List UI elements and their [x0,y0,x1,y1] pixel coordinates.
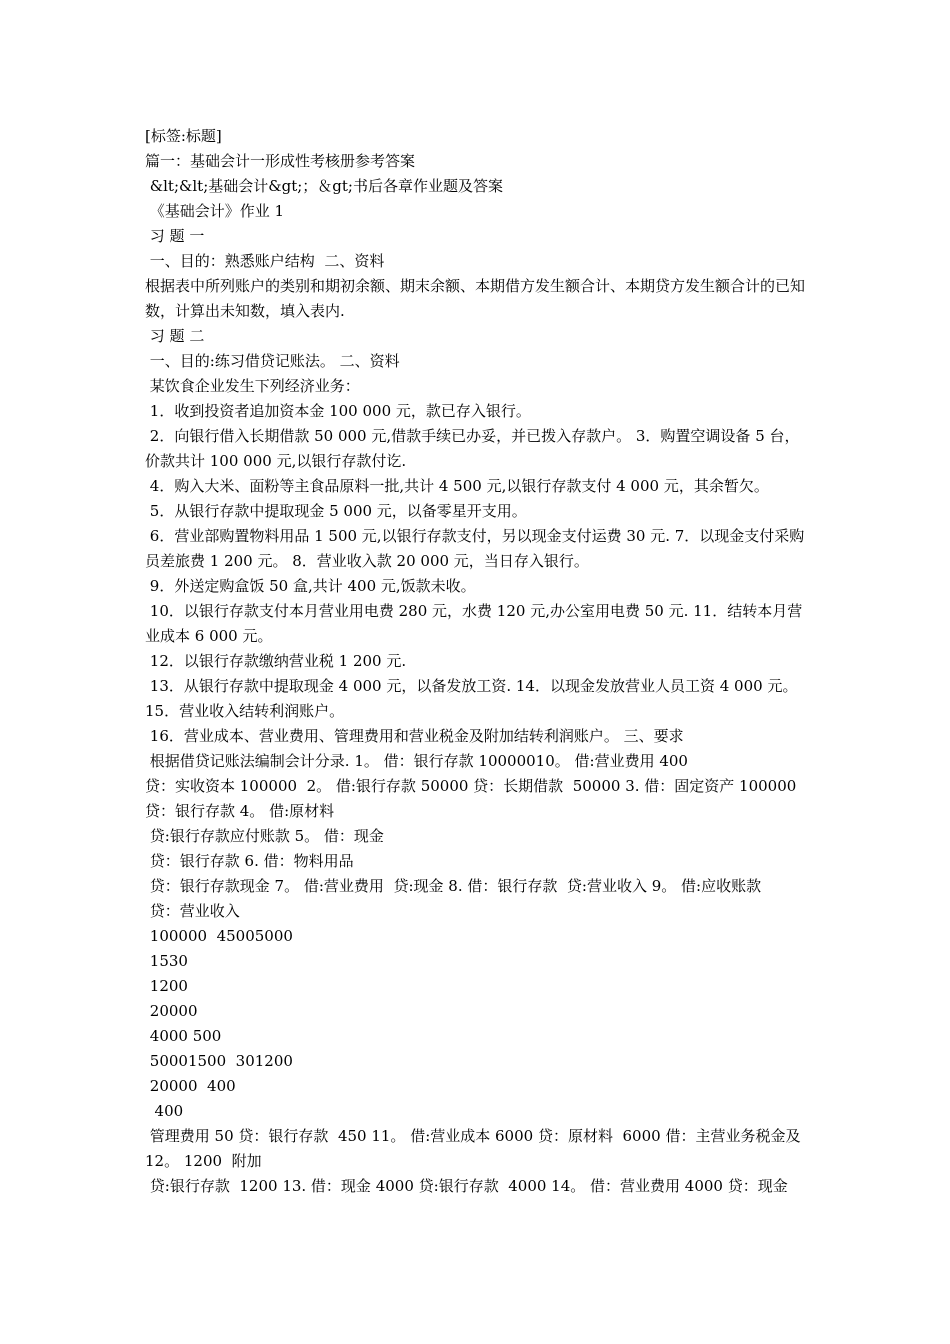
text-line: 贷：银行存款现金 7。 借:营业费用 贷:现金 8. 借：银行存款 贷:营业收入 9。 借:应收账款 [145,877,762,895]
text-line: 贷:银行存款 1200 13. 借：现金 4000 贷:银行存款 4000 14。 借：营业费用 4000 贷：现金 [145,1177,788,1195]
text-line: 一、目的：熟悉账户结构 二、资料 [145,252,385,270]
text-line: 根据借贷记账法编制会计分录. 1。 借：银行存款 10000010。 借:营业费用 400 [145,752,688,770]
text-line: 贷：银行存款 6. 借：物料用品 [145,852,354,870]
text-line: 贷:银行存款应付账款 5。 借：现金 [145,827,384,845]
text-line: 2．向银行借入长期借款 50 000 元,借款手续已办妥，并已拨入存款户。 3．购置空调设备 5 台，价款共计 100 000 元,以银行存款付讫. [145,427,800,470]
text-line: 20000 [145,1002,198,1020]
text-line: 一、目的:练习借贷记账法。 二、资料 [145,352,400,370]
text-line: 20000 400 [145,1077,236,1095]
document-body [145,124,809,1199]
text-line: 100000 45005000 [145,927,293,945]
text-line: 《基础会计》作业 1 [145,202,285,220]
text-line: 篇一：基础会计一形成性考核册参考答案 [145,152,416,170]
text-line: 4．购入大米、面粉等主食品原料一批,共计 4 500 元,以银行存款支付 4 000 元，其余暂欠。 [145,477,769,495]
text-line: 某饮食企业发生下列经济业务： [145,377,360,395]
text-line: 9．外送定购盒饭 50 盒,共计 400 元,饭款未收。 [145,577,476,595]
text-line: 习 题 一 [145,227,205,245]
text-line: 6．营业部购置物料用品 1 500 元,以银行存款支付，另以现金支付运费 30 元. 7．以现金支付采购员差旅费 1 200 元。 8．营业收入款 20 000 元，当日存入银行。 [145,527,805,570]
text-line: &lt;&lt;基础会计&gt;；＆gt;书后各章作业题及答案 [145,177,503,195]
text-line: 5．从银行存款中提取现金 5 000 元，以备零星开支用。 [145,502,527,520]
text-line: 1200 [145,977,188,995]
text-line: 管理费用 50 贷：银行存款 450 11。 借:营业成本 6000 贷：原材料 6000 借：主营业务税金及 12。 1200 附加 [145,1127,806,1170]
text-line: 贷：营业收入 [145,902,240,920]
text-line: 根据表中所列账户的类别和期初余额、期末余额、本期借方发生额合计、本期贷方发生额合计的已知数，计算出未知数，填入表内. [145,277,806,320]
text-line: 4000 500 [145,1027,222,1045]
text-line: 12．以银行存款缴纳营业税 1 200 元. [145,652,407,670]
text-line: 1530 [145,952,188,970]
text-line: 16．营业成本、营业费用、管理费用和营业税金及附加结转利润账户。 三、要求 [145,727,684,745]
text-line: 10．以银行存款支付本月营业用电费 280 元，水费 120 元,办公室用电费 50 元. 11．结转本月营业成本 6 000 元。 [145,602,803,645]
text-line: [标签:标题] [145,127,222,145]
text-line: 13．从银行存款中提取现金 4 000 元，以备发放工资. 14．以现金发放营业人员工资 4 000 元。 15．营业收入结转利润账户。 [145,677,803,720]
text-line: 贷：实收资本 100000 2。 借:银行存款 50000 贷：长期借款 50000 3. 借：固定资产 100000 贷：银行存款 4。 借:原材料 [145,777,802,820]
text-line: 400 [145,1102,184,1120]
text-line: 习 题 二 [145,327,205,345]
text-line: 1．收到投资者追加资本金 100 000 元，款已存入银行。 [145,402,531,420]
text-line: 50001500 301200 [145,1052,293,1070]
